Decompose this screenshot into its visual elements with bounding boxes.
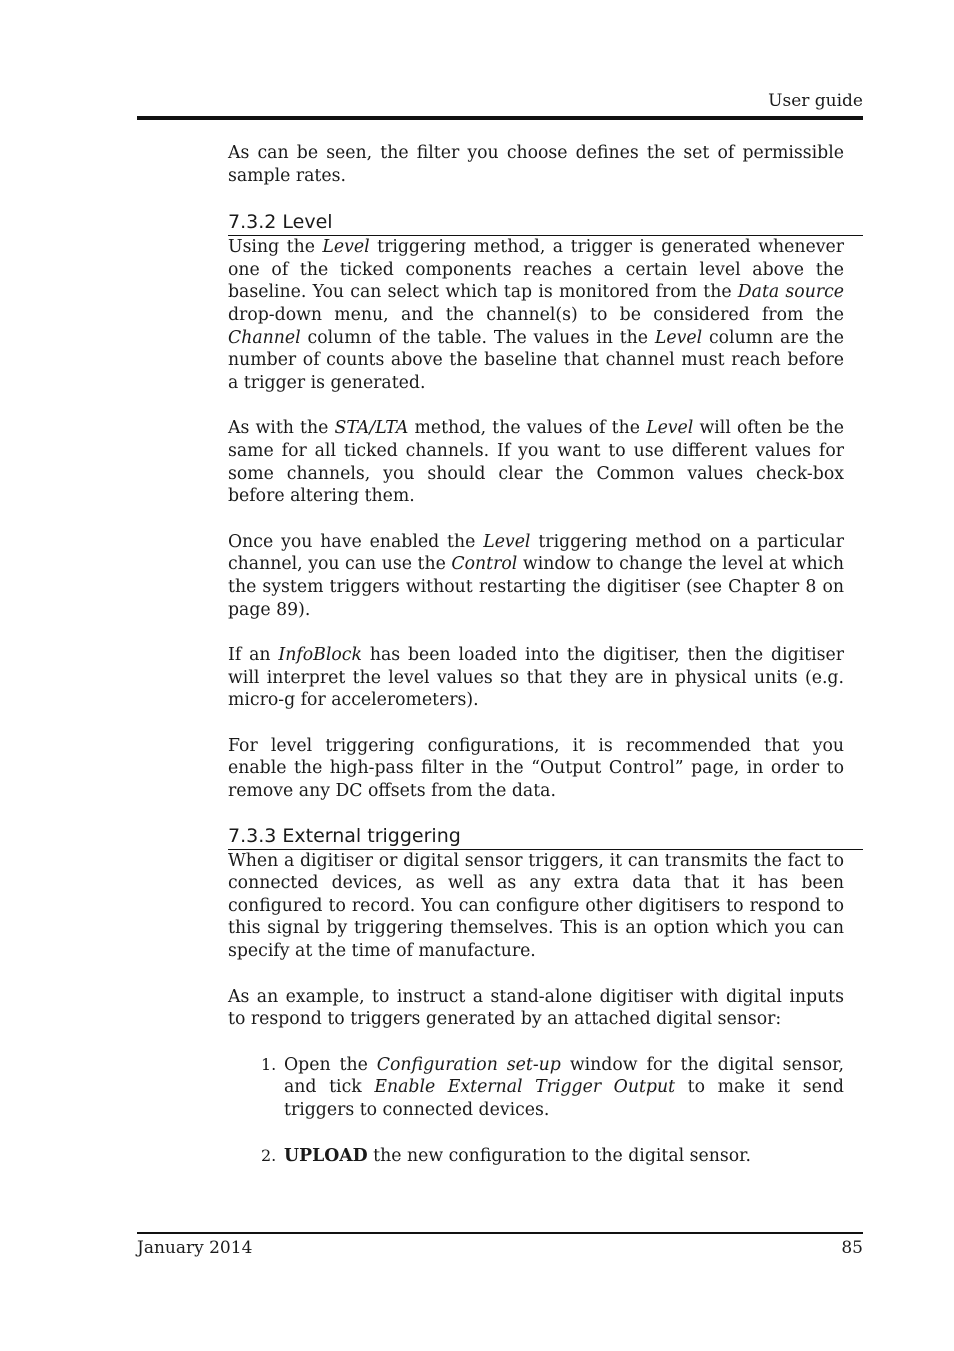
intro-paragraph: As can be seen, the filter you choose defines the set of permissible sample rates. [228,143,844,186]
page-body [228,142,844,1190]
level-paragraph-1: Using the Level triggering method, a trigger is generated whenever one of the ticked components reaches a certain level above the baseline. You can select which tap is monitored from the Data source drop-down menu, and the channel(s) to be considered from the Channel column of the table. The values in the Level column are the number of counts above the baseline that channel must reach before a trigger is generated. [228,237,845,393]
list-item: 2. UPLOAD the new configuration to the digital sensor. [261,1145,752,1166]
steps-list [228,1054,844,1167]
level-paragraph-3: Once you have enabled the Level triggering method on a particular channel, you can use the Control window to change the level at which the system triggers without restarting the digitiser (see Chapter 8 on page 89). [228,531,844,620]
external-paragraph-2: As an example, to instruct a stand-alone digitiser with digital inputs to respond to triggers generated by an attached digital sensor: [228,986,844,1030]
header-rule [137,116,863,120]
section-heading-external-triggering: 7.3.3 External triggering [228,824,863,850]
page-number: 85 [841,1238,863,1258]
level-paragraph-4: If an InfoBlock has been loaded into the digitiser, then the digitiser will interpret the level values so that they are in physical units (e.g. micro-g for accelerometers). [228,645,844,711]
section-heading-level: 7.3.2 Level [228,210,863,236]
list-number: 1. [261,1054,277,1074]
list-item: 1. Open the Configuration set-up window for the digital sensor, and tick Enable External Trigger Output to make it send triggers to connected devices. [261,1054,845,1120]
level-paragraph-5: For level triggering configurations, it is recommended that you enable the high-pass filter in the “Output Control” page, in order to remove any DC offsets from the data. [228,735,844,802]
level-paragraph-2: As with the STA/LTA method, the values of the Level will often be the same for all ticked channels. If you want to use different values for some channels, you should clear the Common values check-box before altering them. [228,418,844,507]
page-header-title: User guide [768,91,863,111]
list-number: 2. [261,1145,277,1165]
external-paragraph-1: When a digitiser or digital sensor triggers, it can transmits the fact to connected devices, as well as any extra data that it has been configured to record. You can configure other digitisers to respond to this signal by triggering themselves. This is an option which you can specify at the time of manufacture. [228,850,844,962]
footer-date: January 2014 [137,1238,253,1258]
footer-rule [137,1232,863,1234]
